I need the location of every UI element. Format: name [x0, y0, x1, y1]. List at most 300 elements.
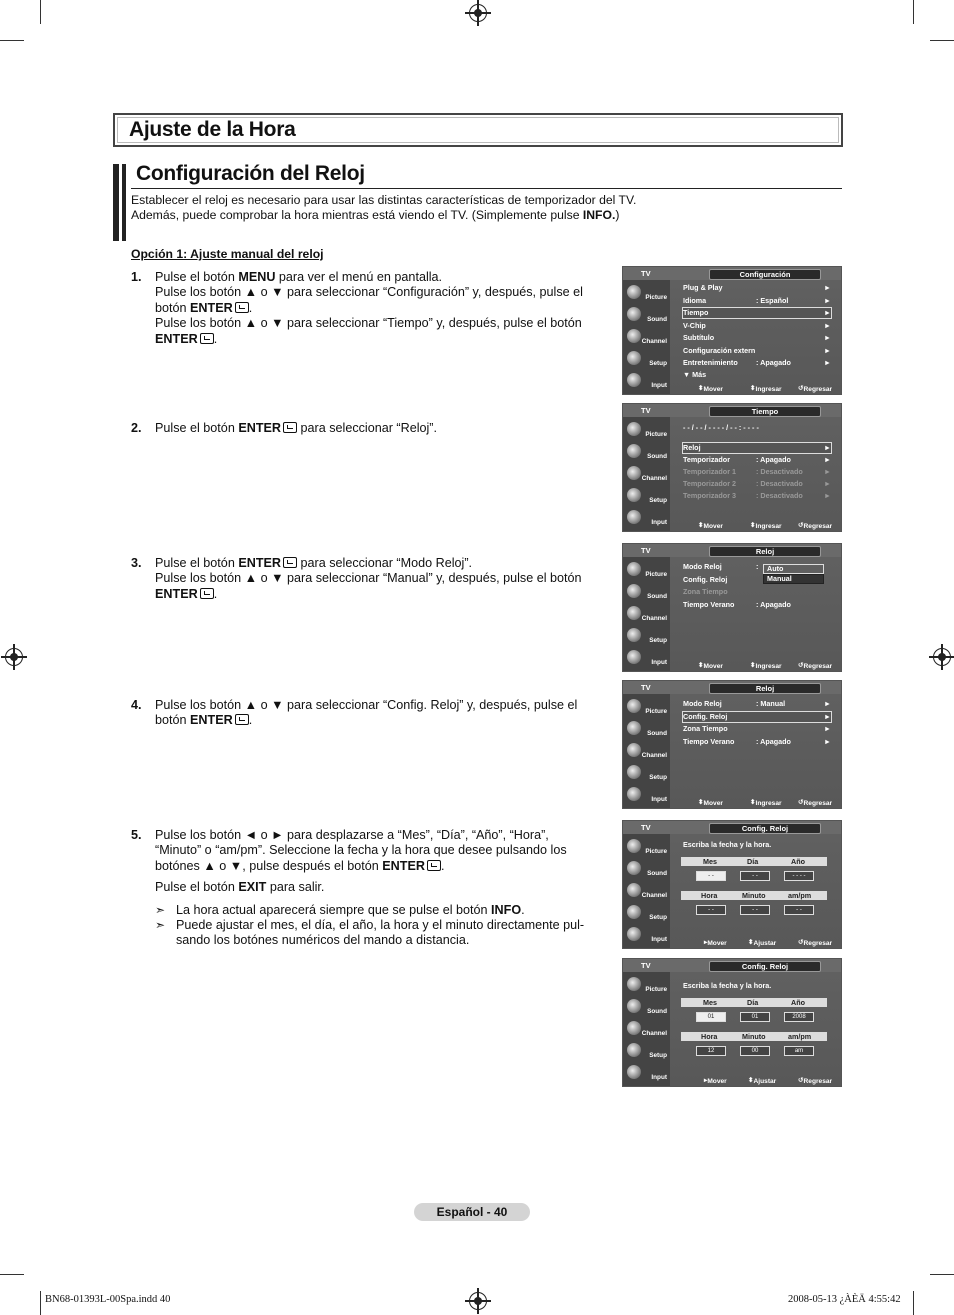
sidebar-label: Channel	[641, 1030, 667, 1037]
sidebar-input[interactable]	[625, 785, 668, 804]
sidebar-channel[interactable]	[625, 1019, 668, 1038]
step-text: botónes ▲ o ▼, pulse después el botón	[155, 858, 383, 873]
step-text: botón	[155, 713, 191, 728]
item-label: Idioma	[683, 296, 707, 305]
step-number: 3.	[131, 556, 142, 570]
sidebar-sound[interactable]	[625, 442, 668, 461]
header-dia: Día	[747, 857, 759, 866]
field-mes[interactable]: 01	[696, 1012, 726, 1022]
enter-key: ENTER	[155, 331, 198, 346]
field-minuto[interactable]: 00	[740, 1046, 770, 1056]
sidebar-label: Picture	[645, 848, 667, 855]
sidebar-label: Channel	[641, 752, 667, 759]
crop-mark	[913, 0, 914, 24]
enter-key: ENTER	[238, 556, 282, 570]
menu-item[interactable]: Configuración extern ►	[683, 346, 831, 355]
print-timestamp: 2008-05-13 ¿ÀÈÄ 4:55:42	[788, 1294, 901, 1305]
sidebar-picture[interactable]	[625, 975, 668, 994]
footer-ajustar: Ajustar	[753, 1078, 777, 1085]
sidebar-setup[interactable]	[625, 349, 668, 368]
print-file-label: BN68-01393L-00Spa.indd 40	[45, 1294, 171, 1305]
tv-label: TV	[641, 546, 651, 555]
menu-item[interactable]: Idioma : Español ►	[683, 296, 831, 305]
input-icon	[627, 373, 641, 387]
sidebar-setup[interactable]	[625, 903, 668, 922]
field-minuto[interactable]: - -	[740, 905, 770, 915]
step-text: Pulse los botón ▲ o ▼ para seleccionar “Configuración” y, después, pulse el	[155, 285, 583, 300]
intro-line: Establecer el reloj es necesario para usar las distintas características de temporizador del TV.	[131, 193, 637, 207]
menu-body	[670, 280, 841, 394]
channel-icon	[627, 329, 641, 343]
sidebar-label: Input	[651, 796, 667, 803]
menu-item[interactable]: Plug & Play ►	[683, 283, 831, 292]
tv-menu-reloj-modo	[622, 543, 842, 672]
footer-ingresar: Ingresar	[755, 523, 782, 530]
step-text: para salir.	[266, 880, 325, 895]
footer-mover: Mover	[707, 940, 727, 947]
crop-mark	[40, 0, 41, 24]
tv-menu-config-reloj-filled	[622, 958, 842, 1087]
sidebar-label: Input	[651, 519, 667, 526]
footer-mover: Mover	[703, 800, 723, 807]
sidebar-label: Input	[651, 936, 667, 943]
menu-body	[670, 417, 841, 531]
step-number: 5.	[131, 828, 142, 842]
menu-item[interactable]: Subtítulo ►	[683, 333, 831, 342]
sidebar-label: Sound	[647, 453, 667, 460]
sidebar-picture[interactable]	[625, 697, 668, 716]
footer-regresar: Regresar	[803, 523, 833, 530]
enter-key: ENTER	[190, 300, 233, 315]
input-icon	[627, 787, 641, 801]
header-ampm: am/pm	[788, 1032, 812, 1041]
sidebar-label: Input	[651, 659, 667, 666]
crop-mark	[40, 1291, 41, 1315]
setup-icon	[627, 488, 641, 502]
item-label: Tiempo	[683, 308, 709, 317]
header-ampm: am/pm	[788, 891, 812, 900]
enter-key: ENTER	[238, 421, 282, 435]
sound-icon	[627, 584, 641, 598]
sidebar-input[interactable]	[625, 925, 668, 944]
item-value: : Desactivado	[756, 479, 803, 488]
step-text: Pulse los botón ◄ o ► para desplazarse a “Mes”, “Día”, “Año”, “Hora”,	[155, 828, 549, 842]
sidebar-setup[interactable]	[625, 763, 668, 782]
info-key: INFO	[491, 902, 522, 917]
enter-icon	[200, 588, 214, 599]
sidebar-setup[interactable]	[625, 486, 668, 505]
sidebar-channel[interactable]	[625, 327, 668, 346]
crop-mark	[930, 1274, 954, 1275]
footer-ingresar: Ingresar	[755, 663, 782, 670]
enter-icon	[427, 860, 441, 871]
menu-footer: ▸ Mover ⬍ Ajustar ↺ Regresar	[704, 939, 833, 947]
sidebar-label: Setup	[649, 497, 667, 504]
menu-item[interactable]: Temporizador : Apagado ►	[683, 455, 831, 464]
sidebar-channel[interactable]	[625, 881, 668, 900]
menu-footer: ⬍ Mover ⬍ Ingresar ↺ Regresar	[698, 522, 833, 530]
note-arrow-icon: ➣	[155, 902, 166, 917]
step-text: Pulse los botón ▲ o ▼ para seleccionar “Config. Reloj” y, después, pulse el	[155, 698, 578, 712]
enter-icon	[283, 557, 297, 568]
note-1	[155, 903, 610, 918]
prompt-text: Escriba la fecha y la hora.	[683, 981, 772, 990]
step-number: 4.	[131, 698, 142, 712]
time-header	[681, 891, 827, 900]
menu-title: Config. Reloj	[709, 823, 821, 834]
item-label: V-Chip	[683, 321, 706, 330]
sidebar-label: Picture	[645, 708, 667, 715]
header-hora: Hora	[701, 891, 718, 900]
menu-item-selected[interactable]: Reloj ►	[683, 443, 831, 452]
step-text: “Minuto” o “am/pm”. Seleccione la fecha y la hora que desee pulsando los	[155, 843, 567, 858]
header-mes: Mes	[703, 857, 717, 866]
footer-ingresar: Ingresar	[755, 386, 782, 393]
menu-item-more[interactable]	[683, 370, 831, 380]
item-value: : Desactivado	[756, 467, 803, 476]
menu-item[interactable]: Tiempo Verano : Apagado ►	[683, 737, 831, 746]
setup-icon	[627, 628, 641, 642]
menu-title: Reloj	[709, 546, 821, 557]
field-ano[interactable]: 2008	[784, 1012, 814, 1022]
enter-key: ENTER	[155, 586, 198, 601]
registration-mark-icon	[933, 648, 951, 666]
sound-icon	[627, 721, 641, 735]
sidebar-label: Sound	[647, 730, 667, 737]
sidebar-picture[interactable]	[625, 837, 668, 856]
menu-body	[670, 972, 841, 1086]
input-icon	[627, 510, 641, 524]
menu-item[interactable]: Zona Tiempo ►	[683, 724, 831, 733]
sidebar-label: Picture	[645, 294, 667, 301]
note-text: La hora actual aparecerá siempre que se pulse el botón	[176, 902, 492, 917]
setup-icon	[627, 765, 641, 779]
date-header	[681, 857, 827, 866]
input-icon	[627, 927, 641, 941]
item-label: Zona Tiempo	[683, 587, 728, 596]
sidebar-channel[interactable]	[625, 604, 668, 623]
input-icon	[627, 650, 641, 664]
header-minuto: Minuto	[742, 1032, 766, 1041]
page-number: Español - 40	[414, 1203, 530, 1221]
field-dia[interactable]: - -	[740, 871, 770, 881]
footer-regresar: Regresar	[803, 800, 833, 807]
menu-body	[670, 694, 841, 808]
sidebar-label: Input	[651, 1074, 667, 1081]
enter-icon	[283, 422, 297, 433]
crop-mark	[0, 1274, 24, 1275]
step-text: Pulse el botón	[155, 556, 239, 570]
intro-close: )	[615, 208, 620, 222]
header-hora: Hora	[701, 1032, 718, 1041]
menu-title: Tiempo	[709, 406, 821, 417]
section-bar-gap	[119, 164, 122, 241]
menu-footer: ▸ Mover ⬍ Ajustar ↺ Regresar	[704, 1077, 833, 1085]
field-hora[interactable]: - -	[696, 905, 726, 915]
enter-icon	[235, 714, 249, 725]
picture-icon	[627, 699, 641, 713]
sidebar-label: Setup	[649, 1052, 667, 1059]
sidebar-label: Channel	[641, 475, 667, 482]
option-heading: Opción 1: Ajuste manual del reloj	[131, 247, 324, 261]
registration-mark-icon	[469, 1292, 487, 1310]
tv-sidebar	[623, 280, 670, 394]
sidebar-label: Setup	[649, 360, 667, 367]
item-label: Plug & Play	[683, 283, 723, 292]
section-rule	[131, 188, 842, 189]
sidebar-sound[interactable]	[625, 997, 668, 1016]
page-title: Ajuste de la Hora	[129, 118, 296, 141]
enter-key: ENTER	[382, 858, 425, 873]
crop-mark	[930, 40, 954, 41]
menu-item-selected[interactable]: Tiempo ►	[683, 308, 831, 317]
step-number: 2.	[131, 421, 142, 435]
field-dia[interactable]: 01	[740, 1012, 770, 1022]
header-minuto: Minuto	[742, 891, 766, 900]
sidebar-sound[interactable]	[625, 719, 668, 738]
item-value: : Manual	[756, 699, 786, 708]
step-text: Pulse el botón	[155, 880, 239, 895]
sidebar-setup[interactable]	[625, 626, 668, 645]
channel-icon	[627, 883, 641, 897]
field-mes[interactable]: - -	[696, 871, 726, 881]
channel-icon	[627, 743, 641, 757]
footer-mover: Mover	[703, 386, 723, 393]
sidebar-sound[interactable]	[625, 582, 668, 601]
menu-body	[670, 557, 841, 671]
step-text: botón	[155, 300, 191, 315]
menu-body	[670, 834, 841, 948]
sidebar-label: Channel	[641, 338, 667, 345]
menu-item-selected[interactable]: Config. Reloj ►	[683, 712, 831, 721]
item-label: Tiempo Verano	[683, 600, 735, 609]
menu-item[interactable]: Modo Reloj : Manual ►	[683, 699, 831, 708]
item-label: Temporizador 1	[683, 467, 736, 476]
intro-paragraph	[131, 193, 831, 223]
sidebar-label: Setup	[649, 914, 667, 921]
step-text: para seleccionar “Reloj”.	[297, 421, 438, 435]
step-text: Pulse el botón	[155, 270, 239, 284]
item-label: ▼ Más	[683, 370, 707, 379]
tv-sidebar	[623, 557, 670, 671]
menu-item[interactable]: V-Chip ►	[683, 321, 831, 330]
sidebar-label: Sound	[647, 316, 667, 323]
tv-menu-configuracion	[622, 266, 842, 395]
item-label: Temporizador 3	[683, 491, 736, 500]
footer-mover: Mover	[703, 523, 723, 530]
sidebar-label: Picture	[645, 986, 667, 993]
tv-sidebar	[623, 417, 670, 531]
dropdown-option-selected[interactable]: Manual	[763, 574, 824, 584]
item-label: Subtítulo	[683, 333, 715, 342]
field-hora[interactable]: 12	[696, 1046, 726, 1056]
sidebar-input[interactable]	[625, 648, 668, 667]
note-text: .	[521, 902, 525, 917]
info-key: INFO.	[582, 208, 616, 222]
footer-regresar: Regresar	[803, 663, 833, 670]
menu-footer: ⬍ Mover ⬍ Ingresar ↺ Regresar	[698, 799, 833, 807]
sidebar-label: Sound	[647, 593, 667, 600]
footer-regresar: Regresar	[803, 940, 833, 947]
sidebar-channel[interactable]	[625, 464, 668, 483]
picture-icon	[627, 977, 641, 991]
step-text: Pulse los botón ▲ o ▼ para seleccionar “Manual” y, después, pulse el botón	[155, 571, 582, 586]
sidebar-label: Sound	[647, 870, 667, 877]
item-label: Modo Reloj	[683, 699, 722, 708]
menu-title: Config. Reloj	[709, 961, 821, 972]
picture-icon	[627, 562, 641, 576]
picture-icon	[627, 422, 641, 436]
section-title: Configuración del Reloj	[136, 162, 365, 185]
footer-ajustar: Ajustar	[753, 940, 777, 947]
item-value: :	[756, 562, 759, 571]
enter-icon	[200, 333, 214, 344]
item-label: Zona Tiempo	[683, 724, 728, 733]
sound-icon	[627, 861, 641, 875]
setup-icon	[627, 351, 641, 365]
sidebar-picture[interactable]	[625, 283, 668, 302]
sidebar-sound[interactable]	[625, 305, 668, 324]
menu-title: Reloj	[709, 683, 821, 694]
footer-ingresar: Ingresar	[755, 800, 782, 807]
tv-menu-config-reloj-empty	[622, 820, 842, 949]
time-header	[681, 1032, 827, 1041]
field-ampm[interactable]: am	[784, 1046, 814, 1056]
note-arrow-icon: ➣	[155, 918, 166, 933]
step-number: 1.	[131, 270, 142, 284]
menu-item[interactable]	[683, 600, 831, 610]
crop-mark	[913, 1291, 914, 1315]
sidebar-picture[interactable]	[625, 560, 668, 579]
date-header	[681, 998, 827, 1007]
sidebar-label: Picture	[645, 571, 667, 578]
sidebar-picture[interactable]	[625, 420, 668, 439]
menu-key: MENU	[238, 270, 276, 284]
step-text: para seleccionar “Modo Reloj”.	[297, 556, 473, 570]
registration-mark-icon	[5, 648, 23, 666]
sidebar-label: Sound	[647, 1008, 667, 1015]
tv-label: TV	[641, 683, 651, 692]
header-dia: Día	[747, 998, 759, 1007]
step-text: para ver el menú en pantalla.	[275, 270, 443, 284]
tv-label: TV	[641, 823, 651, 832]
menu-item-disabled: Temporizador 1 : Desactivado ►	[683, 467, 831, 476]
step-text: Pulse el botón	[155, 421, 239, 435]
field-ano[interactable]: - - - -	[784, 871, 814, 881]
menu-item-disabled: Temporizador 3 : Desactivado ►	[683, 491, 831, 500]
item-label: Entretenimiento	[683, 358, 738, 367]
setup-icon	[627, 1043, 641, 1057]
dropdown-option[interactable]: Auto	[763, 564, 824, 574]
item-value: : Apagado	[756, 737, 791, 746]
sound-icon	[627, 444, 641, 458]
header-ano: Año	[791, 998, 805, 1007]
sidebar-label: Setup	[649, 637, 667, 644]
tv-label: TV	[641, 406, 651, 415]
exit-key: EXIT	[238, 880, 267, 895]
channel-icon	[627, 1021, 641, 1035]
sound-icon	[627, 307, 641, 321]
item-label: Temporizador	[683, 455, 730, 464]
channel-icon	[627, 466, 641, 480]
item-value: : Español	[756, 296, 789, 305]
sidebar-label: Channel	[641, 615, 667, 622]
page-title-box	[113, 113, 843, 147]
footer-regresar: Regresar	[803, 386, 833, 393]
tv-sidebar	[623, 694, 670, 808]
sidebar-sound[interactable]	[625, 859, 668, 878]
tv-label: TV	[641, 269, 651, 278]
note-text: Puede ajustar el mes, el día, el año, la hora y el minuto directamente pul-	[176, 918, 585, 933]
crop-mark	[0, 40, 24, 41]
note-text: sando los botónes numéricos del mando a distancia.	[176, 933, 470, 948]
note-2	[155, 918, 610, 949]
sidebar-input[interactable]	[625, 371, 668, 390]
menu-item-disabled	[683, 587, 831, 597]
tv-sidebar	[623, 972, 670, 1086]
enter-icon	[235, 302, 249, 313]
item-label: Modo Reloj	[683, 562, 722, 571]
prompt-text: Escriba la fecha y la hora.	[683, 840, 772, 849]
enter-key: ENTER	[190, 713, 233, 728]
item-value: : Apagado	[756, 600, 791, 609]
footer-mover: Mover	[707, 1078, 727, 1085]
field-ampm[interactable]: - -	[784, 905, 814, 915]
registration-mark-icon	[469, 4, 487, 22]
item-value: : Apagado	[756, 358, 791, 367]
header-ano: Año	[791, 857, 805, 866]
item-label: Temporizador 2	[683, 479, 736, 488]
menu-footer: ⬍ Mover ⬍ Ingresar ↺ Regresar	[698, 385, 833, 393]
picture-icon	[627, 285, 641, 299]
tv-menu-tiempo	[622, 403, 842, 532]
menu-item-disabled: Temporizador 2 : Desactivado ►	[683, 479, 831, 488]
sidebar-label: Setup	[649, 774, 667, 781]
menu-title: Configuración	[709, 269, 821, 280]
footer-mover: Mover	[703, 663, 723, 670]
clock-display: - - / - - / - - - - / - - : - - - -	[683, 423, 759, 432]
sidebar-label: Input	[651, 382, 667, 389]
menu-footer: ⬍ Mover ⬍ Ingresar ↺ Regresar	[698, 662, 833, 670]
sidebar-channel[interactable]	[625, 741, 668, 760]
input-icon	[627, 1065, 641, 1079]
tv-menu-reloj-config	[622, 680, 842, 809]
footer-regresar: Regresar	[803, 1078, 833, 1085]
item-label: Config. Reloj	[683, 712, 728, 721]
menu-item[interactable]: Entretenimiento : Apagado ►	[683, 358, 831, 367]
picture-icon	[627, 839, 641, 853]
item-label: Reloj	[683, 443, 701, 452]
sidebar-input[interactable]	[625, 508, 668, 527]
tv-sidebar	[623, 834, 670, 948]
channel-icon	[627, 606, 641, 620]
item-label: Config. Reloj	[683, 575, 728, 584]
sidebar-label: Picture	[645, 431, 667, 438]
sidebar-input[interactable]	[625, 1063, 668, 1082]
sidebar-label: Channel	[641, 892, 667, 899]
item-label: Configuración extern	[683, 346, 756, 355]
setup-icon	[627, 905, 641, 919]
header-mes: Mes	[703, 998, 717, 1007]
item-value: : Desactivado	[756, 491, 803, 500]
sidebar-setup[interactable]	[625, 1041, 668, 1060]
item-value: : Apagado	[756, 455, 791, 464]
item-label: Tiempo Verano	[683, 737, 735, 746]
sound-icon	[627, 999, 641, 1013]
intro-line: Además, puede comprobar la hora mientras está viendo el TV. (Simplemente pulse	[131, 208, 583, 222]
tv-label: TV	[641, 961, 651, 970]
step-text: Pulse los botón ▲ o ▼ para seleccionar “Tiempo” y, después, pulse el botón	[155, 316, 582, 331]
